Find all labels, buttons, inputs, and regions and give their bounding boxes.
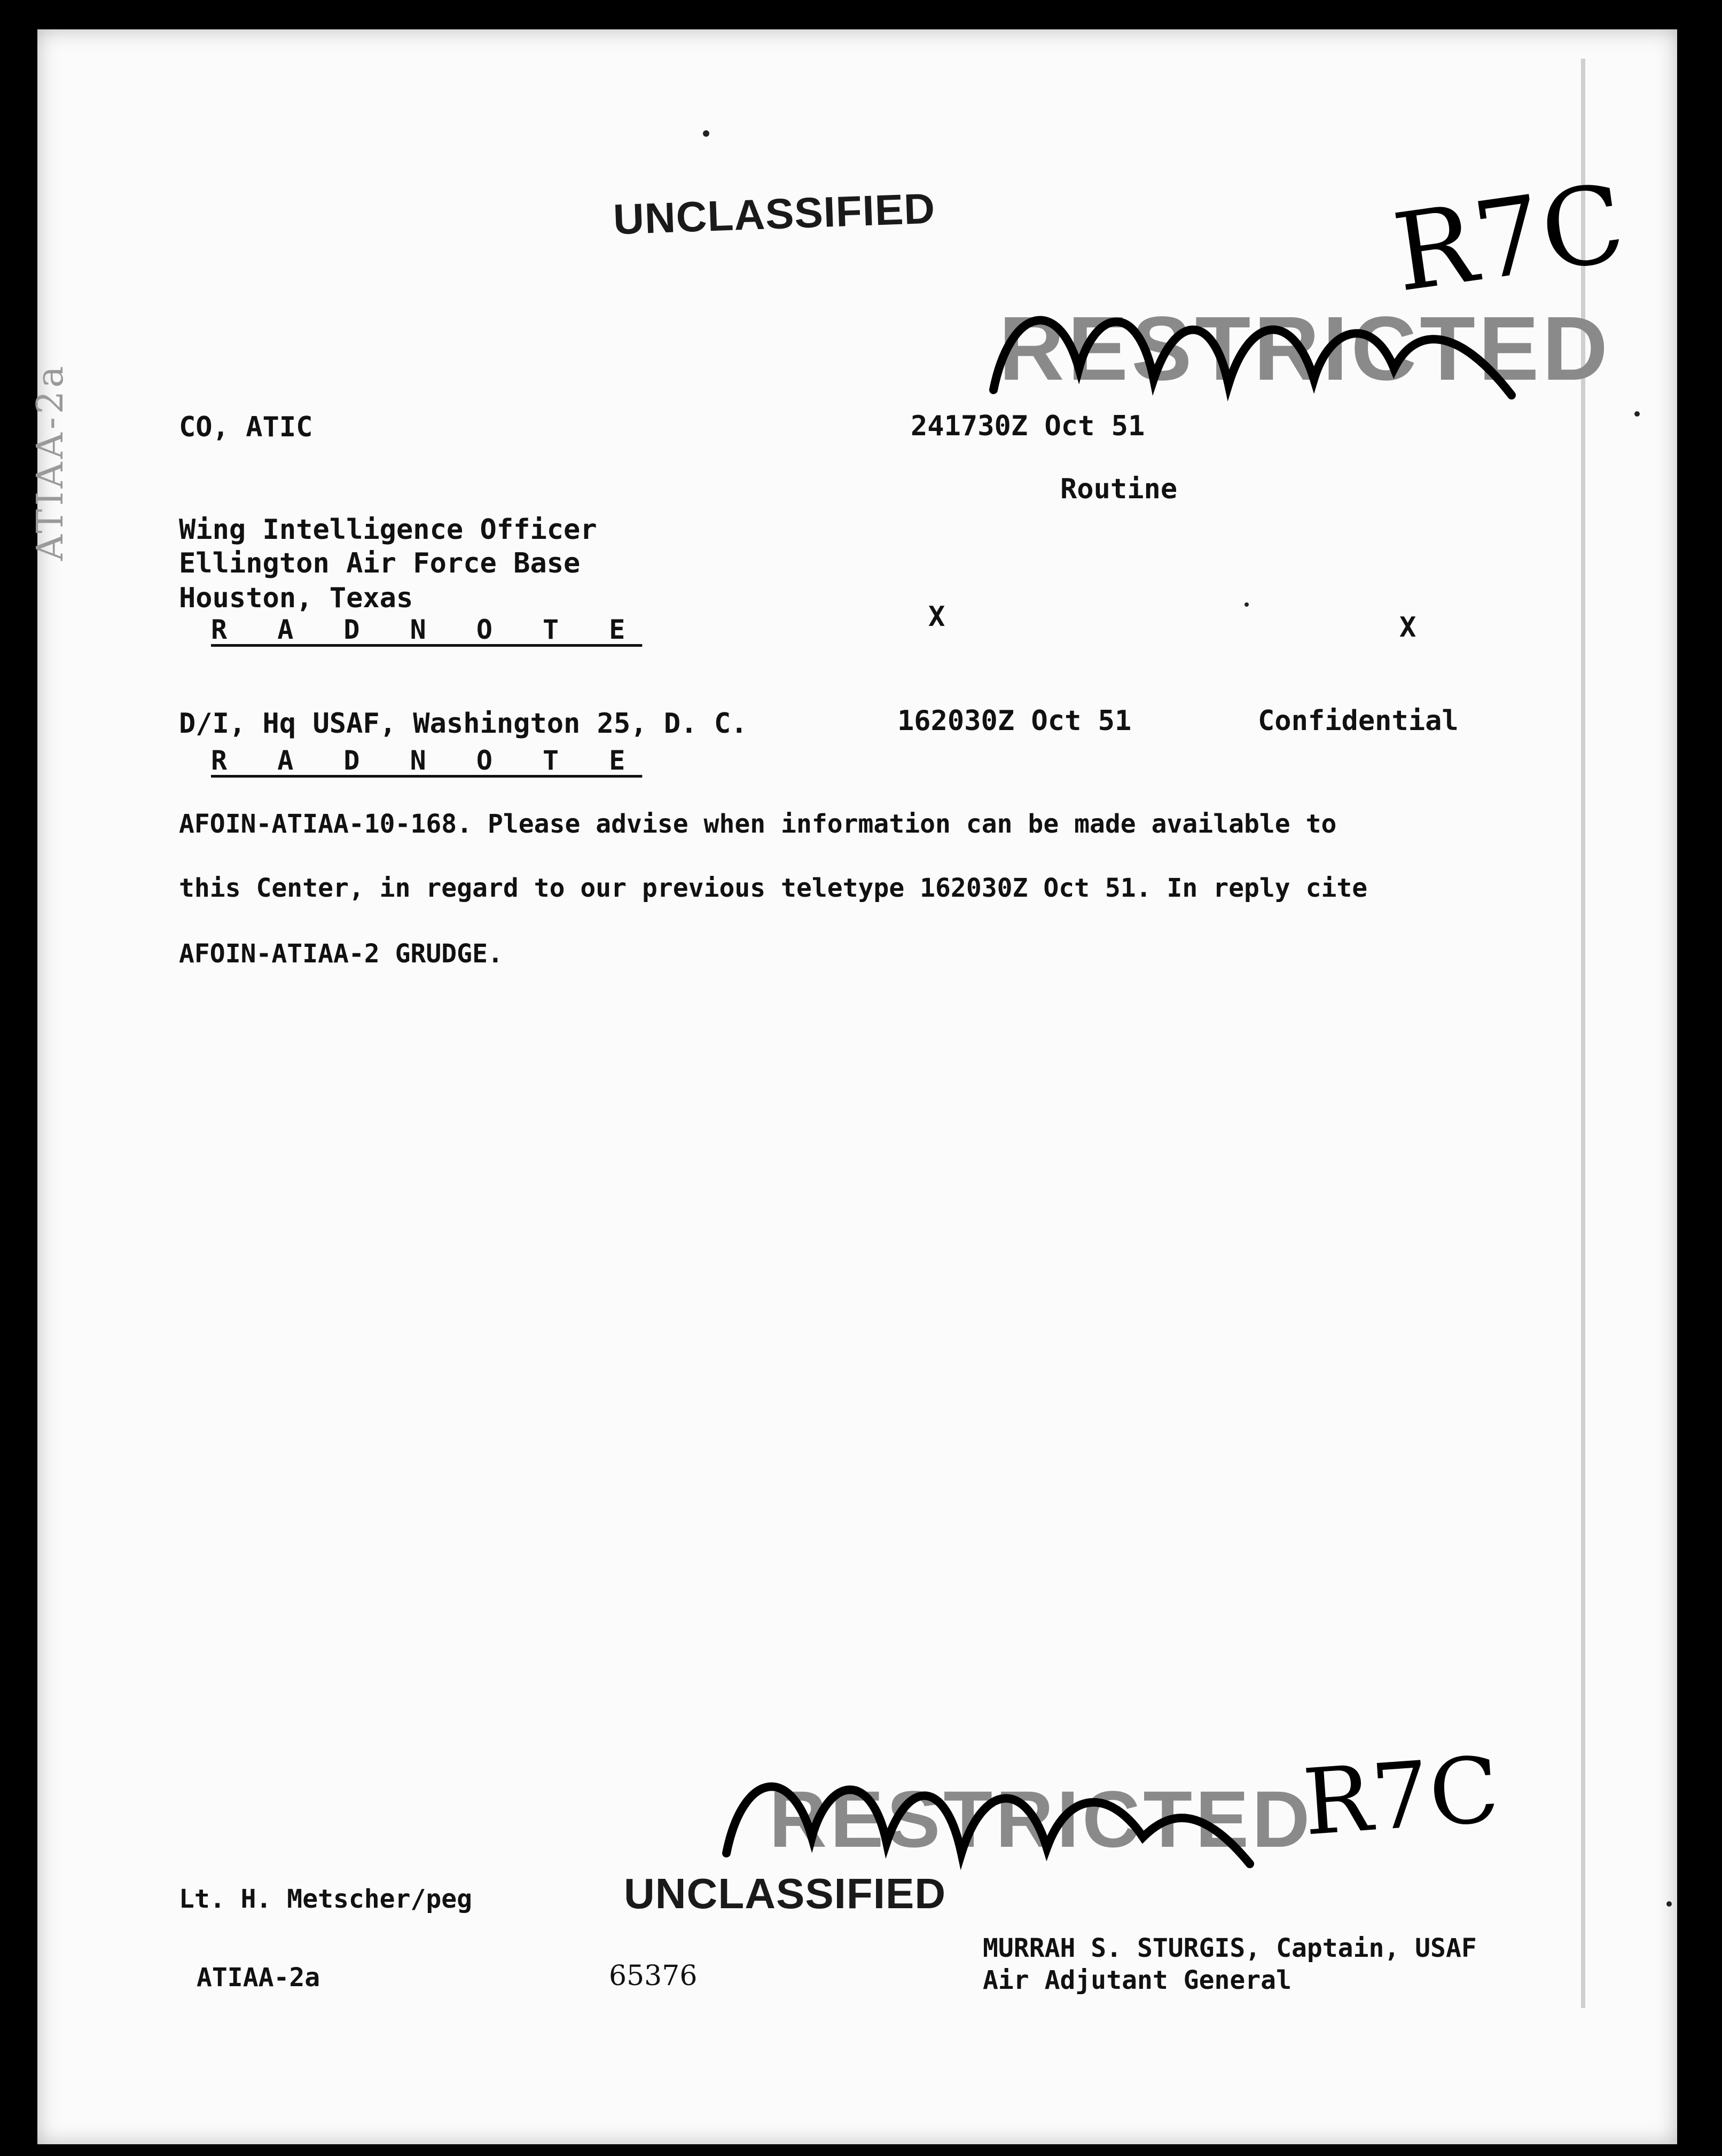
classification-confidential: Confidential <box>1258 705 1459 737</box>
initials-top: R7C <box>1386 161 1632 316</box>
body-line-1: AFOIN-ATIAA-10-168. Please advise when information can be made available to <box>179 809 1337 839</box>
classification-bottom: UNCLASSIFIED <box>624 1870 946 1917</box>
body-line-3: AFOIN-ATIAA-2 GRUDGE. <box>179 939 503 969</box>
speck <box>1634 411 1640 417</box>
precedence: Routine <box>1060 473 1178 505</box>
from-line: CO, ATIC <box>179 411 313 443</box>
office-symbol: ATIAA-2a <box>197 1963 320 1993</box>
to-line-dc: D/I, Hq USAF, Washington 25, D. C. <box>179 708 748 740</box>
speck <box>1244 602 1249 607</box>
to-line-3: Houston, Texas <box>179 582 413 614</box>
restricted-stamp-top: RESTRICTED <box>999 298 1611 399</box>
signature-line-1: MURRAH S. STURGIS, Captain, USAF <box>983 1933 1477 1963</box>
initials-bottom: R7C <box>1300 1737 1502 1856</box>
speck <box>703 130 709 137</box>
routing-1: R A D N O T E <box>211 614 643 645</box>
strikethrough-scribble-bottom <box>721 1746 1255 1875</box>
signature-line-2: Air Adjutant General <box>983 1965 1292 1995</box>
originator: Lt. H. Metscher/peg <box>179 1884 473 1914</box>
restricted-stamp-bottom: RESTRICTED <box>769 1774 1313 1864</box>
classification-top: UNCLASSIFIED <box>612 184 936 244</box>
mark-x-1: X <box>928 601 945 633</box>
dtg-1: 241730Z Oct 51 <box>911 410 1145 442</box>
body-line-2: this Center, in regard to our previous teletype 162030Z Oct 51. In reply cite <box>179 873 1368 903</box>
routing-2: R A D N O T E <box>211 745 643 776</box>
mark-x-2: X <box>1399 611 1416 644</box>
margin-note: ATIAA-2a <box>29 363 72 561</box>
to-line-2: Ellington Air Force Base <box>179 547 581 579</box>
dtg-2: 162030Z Oct 51 <box>897 705 1132 737</box>
document-number: 65376 <box>609 1960 698 1992</box>
to-line-1: Wing Intelligence Officer <box>179 514 597 546</box>
speck <box>1666 1901 1672 1907</box>
